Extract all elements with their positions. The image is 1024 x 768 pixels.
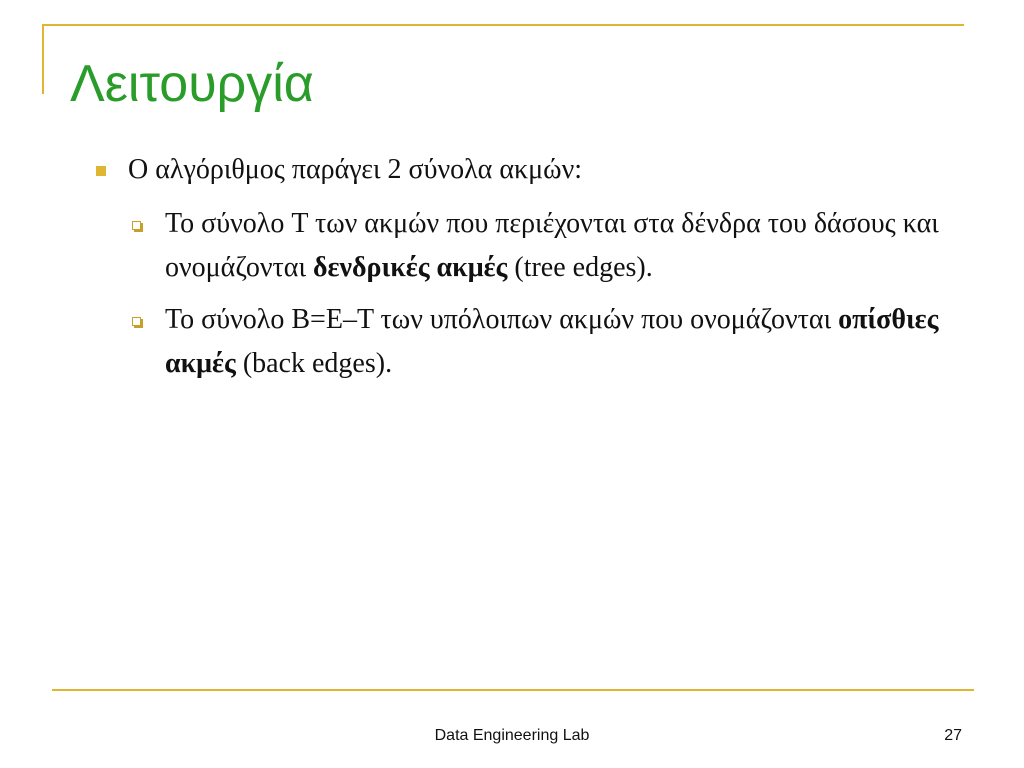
bold-term: δενδρικές ακμές: [313, 252, 508, 283]
sub-list-item: [132, 298, 992, 386]
footer-label: Data Engineering Lab: [434, 727, 590, 744]
bullet-text: Ο αλγόριθμος παράγει 2 σύνολα ακμών:: [128, 154, 583, 185]
slide-title: Λειτουργία: [70, 55, 314, 113]
sub-bullet-text: [165, 298, 992, 386]
sub-bullet-text-start: Το σύνολο T των ακμών που περιέχονται στα δένδρα του δάσους και ονομάζονται: [165, 208, 939, 283]
bullet-list: [96, 148, 976, 192]
page-number: 27: [944, 727, 962, 744]
hollow-square-bullet-icon: [132, 317, 141, 326]
sub-bullet-list: [132, 202, 992, 394]
footer-divider: [52, 689, 974, 691]
filled-square-bullet-icon: [96, 166, 106, 176]
bold-term: οπίσθιες ακμές: [165, 304, 939, 379]
sub-list-item: [132, 202, 992, 290]
list-item: [96, 148, 976, 192]
top-frame-line: [42, 24, 964, 26]
sub-bullet-text-end: (back edges).: [235, 348, 393, 379]
sub-bullet-text: [165, 202, 992, 290]
left-frame-line: [42, 24, 44, 94]
sub-bullet-text-end: (tree edges).: [507, 252, 653, 283]
sub-bullet-text-start: Το σύνολο B=E–T των υπόλοιπων ακμών που ονομάζονται: [165, 304, 839, 335]
hollow-square-bullet-icon: [132, 221, 141, 230]
